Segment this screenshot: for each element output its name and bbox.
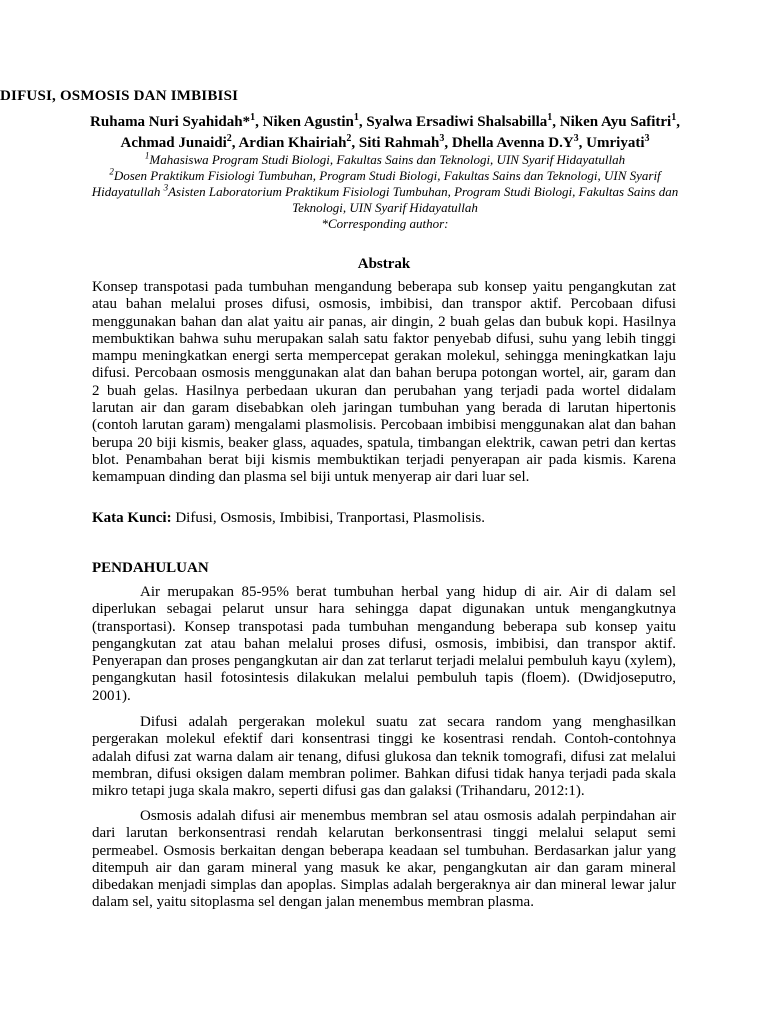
author: Ruhama Nuri Syahidah*$^1$,: [90, 112, 263, 130]
abstract-text: Konsep transpotasi pada tumbuhan mengandung beberapa sub konsep yaitu pengangkutan zat atau bahan melalui proses difusi, osmosis, imbibisi, dan transpor aktif. Percobaan difusi menggunakan bahan dan alat yaitu air panas, air dingin, 2 buah gelas dan bubuk kopi. Hasilnya membuktikan bahwa suhu merupakan salah satu faktor penyebab difusi, suhu yang lebih tinggi mampu meningkatkan energi serta mempercepat gerakan molekul, sehingga meningkatkan laju difusi. Percobaan osmosis menggunakan alat dan bahan berupa potongan wortel, air, garam dan 2 buah gelas. Hasilnya perbedaan ukuran dan perubahan yang terjadi pada wortel didalam larutan air dan garam disebabkan oleh jaringan tumbuhan yang berada di larutan hipertonis (contoh larutan garam) mengalami plasmolisis. Percobaan imbibisi menggunakan alat dan bahan berupa 20 biji kismis, beaker glass, aquades, spatula, timbangan elektrik, cawan petri dan kertas blot. Penambahan berat biji kismis membuktikan terjadi penyerapan air pada kismis. Karena kemampuan dinding dan plasma sel biji untuk menyerap air dari luar sel.: [92, 279, 676, 486]
author: Syalwa Ersadiwi Shalsabilla$^1$,: [366, 112, 560, 130]
corresponding-author: *Corresponding author:: [321, 216, 449, 231]
author: Dhella Avenna $D.Y^3$,: [451, 133, 587, 151]
keywords: [92, 510, 676, 527]
paper-title: DIFUSI, OSMOSIS DAN IMBIBISI: [0, 88, 239, 104]
affiliations: [90, 152, 680, 232]
body-paragraph: Osmosis adalah difusi air menembus membran sel atau osmosis adalah perpindahan air dari larutan berkonsentrasi rendah kelarutan berkonsentrasi tinggi melalui selaput semi permeabel. Osmosis berkaitan dengan beberapa keadaan sel tumbuhan. Berdasarkan jalur yang ditempuh air dan garam mineral yang masuk ke akar, pengangkutan air dan garam mineral dibedakan menjadi simplas dan apoplas. Simplas adalah bergeraknya air dan mineral lewar jalur dalam sel, yaitu sitoplasma sel dengan jalan menembus membran plasma.: [92, 808, 676, 911]
section-heading-pendahuluan: PENDAHULUAN: [92, 560, 209, 576]
author: Achmad Junaidi$^2$,: [120, 133, 239, 151]
author: Ardian Khairiah$^2$,: [238, 133, 359, 151]
affiliation-2-3: $^2$Dosen Praktikum Fisiologi Tumbuhan, Program Studi Biologi, Fakultas Sains dan Teknologi, UIN Syarif Hidayatullah $^3$Asisten Laboratorium Praktikum Fisiologi Tumbuhan, Program Studi Biologi, Fakultas Sains dan Teknologi, UIN Syarif Hidayatullah: [91, 166, 679, 215]
author: Siti Rahmah$^3$,: [358, 133, 452, 151]
author: Niken Agustin$^1$,: [262, 112, 367, 130]
keywords-label: Kata Kunci:: [92, 510, 172, 526]
body-paragraph: Difusi adalah pergerakan molekul suatu zat secara random yang menghasilkan pergerakan molekul efektif dari konsentrasi tinggi ke kosentrasi rendah. Contoh-contohnya adalah difusi zat warna dalam air tenang, difusi glukosa dan teknik tomografi, difusi zat melalui membran, difusi oksigen dalam membran polimer. Bahkan difusi tidak hanya terjadi pada skala mikro tetapi juga skala makro, seperti difusi gas dan galaksi (Trihandaru, 2012:1).: [92, 714, 676, 800]
affiliation-1: $^1$Mahasiswa Program Studi Biologi, Fakultas Sains dan Teknologi, UIN Syarif Hidayatullah: [144, 150, 626, 167]
abstract-heading: Abstrak: [357, 256, 411, 272]
author: Umriyati$^3$: [586, 133, 650, 151]
author-list: [90, 112, 680, 154]
keywords-values: Difusi, Osmosis, Imbibisi, Tranportasi, Plasmolisis.: [171, 510, 485, 526]
author: Niken Ayu Safitri$^1$,: [559, 112, 680, 130]
body-paragraph: Air merupakan 85-95% berat tumbuhan herbal yang hidup di air. Air di dalam sel diperlukan sebagai pelarut unsur hara sehingga dapat digunakan untuk mengangkutnya (transportasi). Konsep transpotasi pada tumbuhan mengandung beberapa sub konsep yaitu pengangkutan zat atau bahan melalui proses difusi, osmosis, imbibisi, dan transpor aktif. Penyerapan dan proses pengangkutan air dan zat terlarut terjadi melalui pembuluh kayu (xylem), pengangkutan hasil fotosintesis dilakukan melalui pembuluh tapis (floem). (Dwidjoseputro, 2001).: [92, 584, 676, 704]
